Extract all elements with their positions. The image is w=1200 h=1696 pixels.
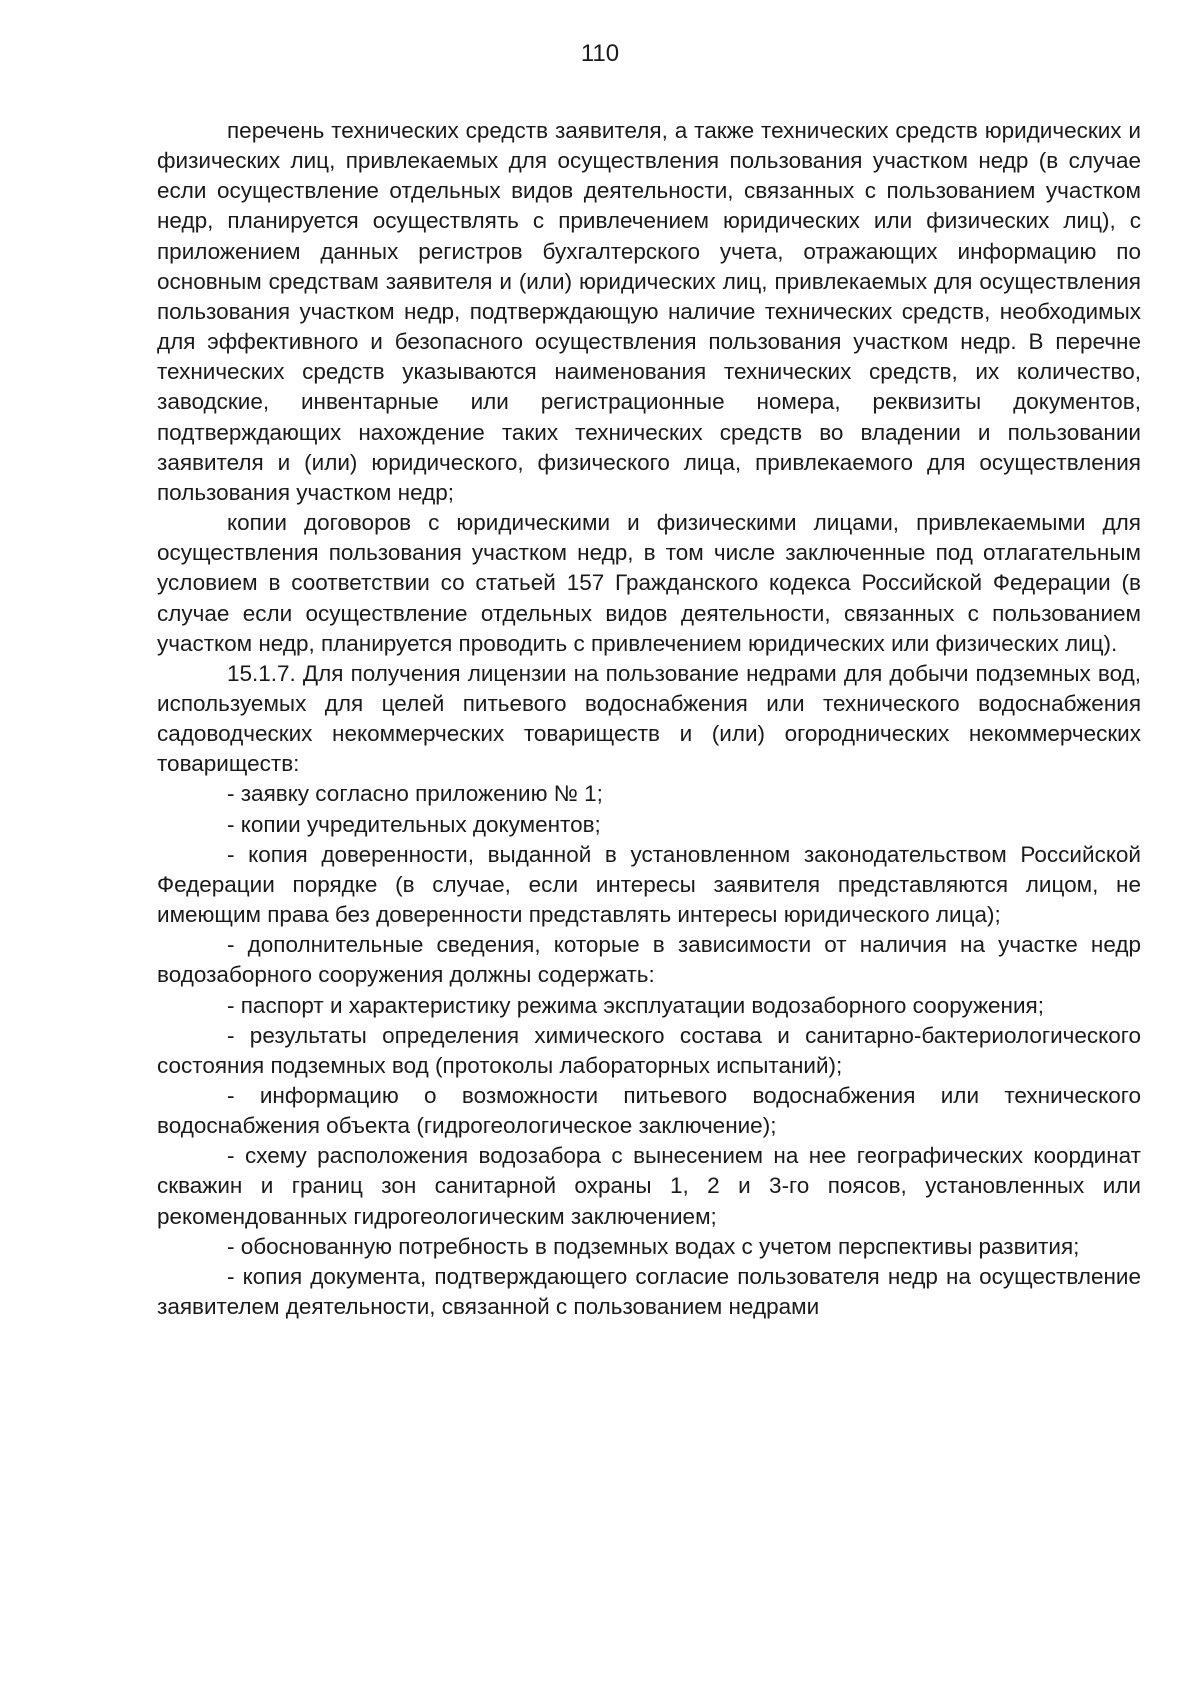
list-item-founding-documents: - копии учредительных документов; [227, 811, 601, 837]
list-item-location-scheme: - схему расположения водозабора с вынесением на нее географических координат скважин и границ зон санитарной охраны 1, 2 и 3-го поясов, установленных или рекомендованных гидрогеологическим заключением; [157, 1143, 1141, 1229]
list-item-consent-document: - копия документа, подтверждающего согласие пользователя недр на осуществление заявителем деятельности, связанной с пользованием недрами [157, 1263, 1141, 1320]
list-item-water-supply-info: - информацию о возможности питьевого водоснабжения или технического водоснабжения объекта (гидрогеологическое заключение); [157, 1083, 1141, 1139]
list-item-application: - заявку согласно приложению № 1; [227, 781, 603, 807]
paragraph-technical-means: перечень технических средств заявителя, а также технических средств юридических и физических лиц, привлекаемых для осуществления пользования участком недр (в случае если осуществление отдельных видов деятельности, связанных с пользованием участком недр, планируется осуществлять с привлечением юридических или физических лиц), с приложением данных регистров бухгалтерского учета, отражающих информацию по основным средствам заявителя и (или) юридических лиц, привлекаемых для осуществления пользования участком недр, подтверждающую наличие технических средств, необходимых для эффективного и безопасного осуществления пользования участком недр. В перечне технических средств указываются наименования технических средств, их количество, заводские, инвентарные или регистрационные номера, реквизиты документов, подтверждающих нахождение таких технических средств во владении и пользовании заявителя и (или) юридического, физического лица, привлекаемого для осуществления пользования участком недр; [157, 118, 1141, 505]
list-item-additional-info: - дополнительные сведения, которые в зависимости от наличия на участке недр водозаборного сооружения должны содержать: [157, 932, 1141, 988]
paragraph-contract-copies: копии договоров с юридическими и физическими лицами, привлекаемыми для осуществления пользования участком недр, в том числе заключенные под отлагательным условием в соответствии со статьей 157 Гражданского кодекса Российской Федерации (в случае если осуществление отдельных видов деятельности, связанных с пользованием участком недр, планируется проводить с привлечением юридических или физических лиц). [157, 510, 1141, 656]
page-number: 110 [580, 40, 620, 67]
paragraph-section-15-1-7: 15.1.7. Для получения лицензии на пользование недрами для добычи подземных вод, используемых для целей питьевого водоснабжения или технического водоснабжения садоводческих некоммерческих товариществ и (или) огороднических некоммерческих товариществ: [157, 660, 1141, 777]
document-body [157, 116, 1141, 1322]
list-item-passport: - паспорт и характеристику режима эксплуатации водозаборного сооружения; [227, 992, 1044, 1018]
list-item-chemical-results: - результаты определения химического состава и санитарно-бактериологического состояния подземных вод (протоколы лабораторных испытаний); [157, 1022, 1141, 1078]
list-item-power-of-attorney: - копия доверенности, выданной в установленном законодательством Российской Федерации порядке (в случае, если интересы заявителя представляются лицом, не имеющим права без доверенности представлять интересы юридического лица); [157, 841, 1141, 928]
list-item-water-demand: - обоснованную потребность в подземных водах с учетом перспективы развития; [227, 1233, 1080, 1259]
